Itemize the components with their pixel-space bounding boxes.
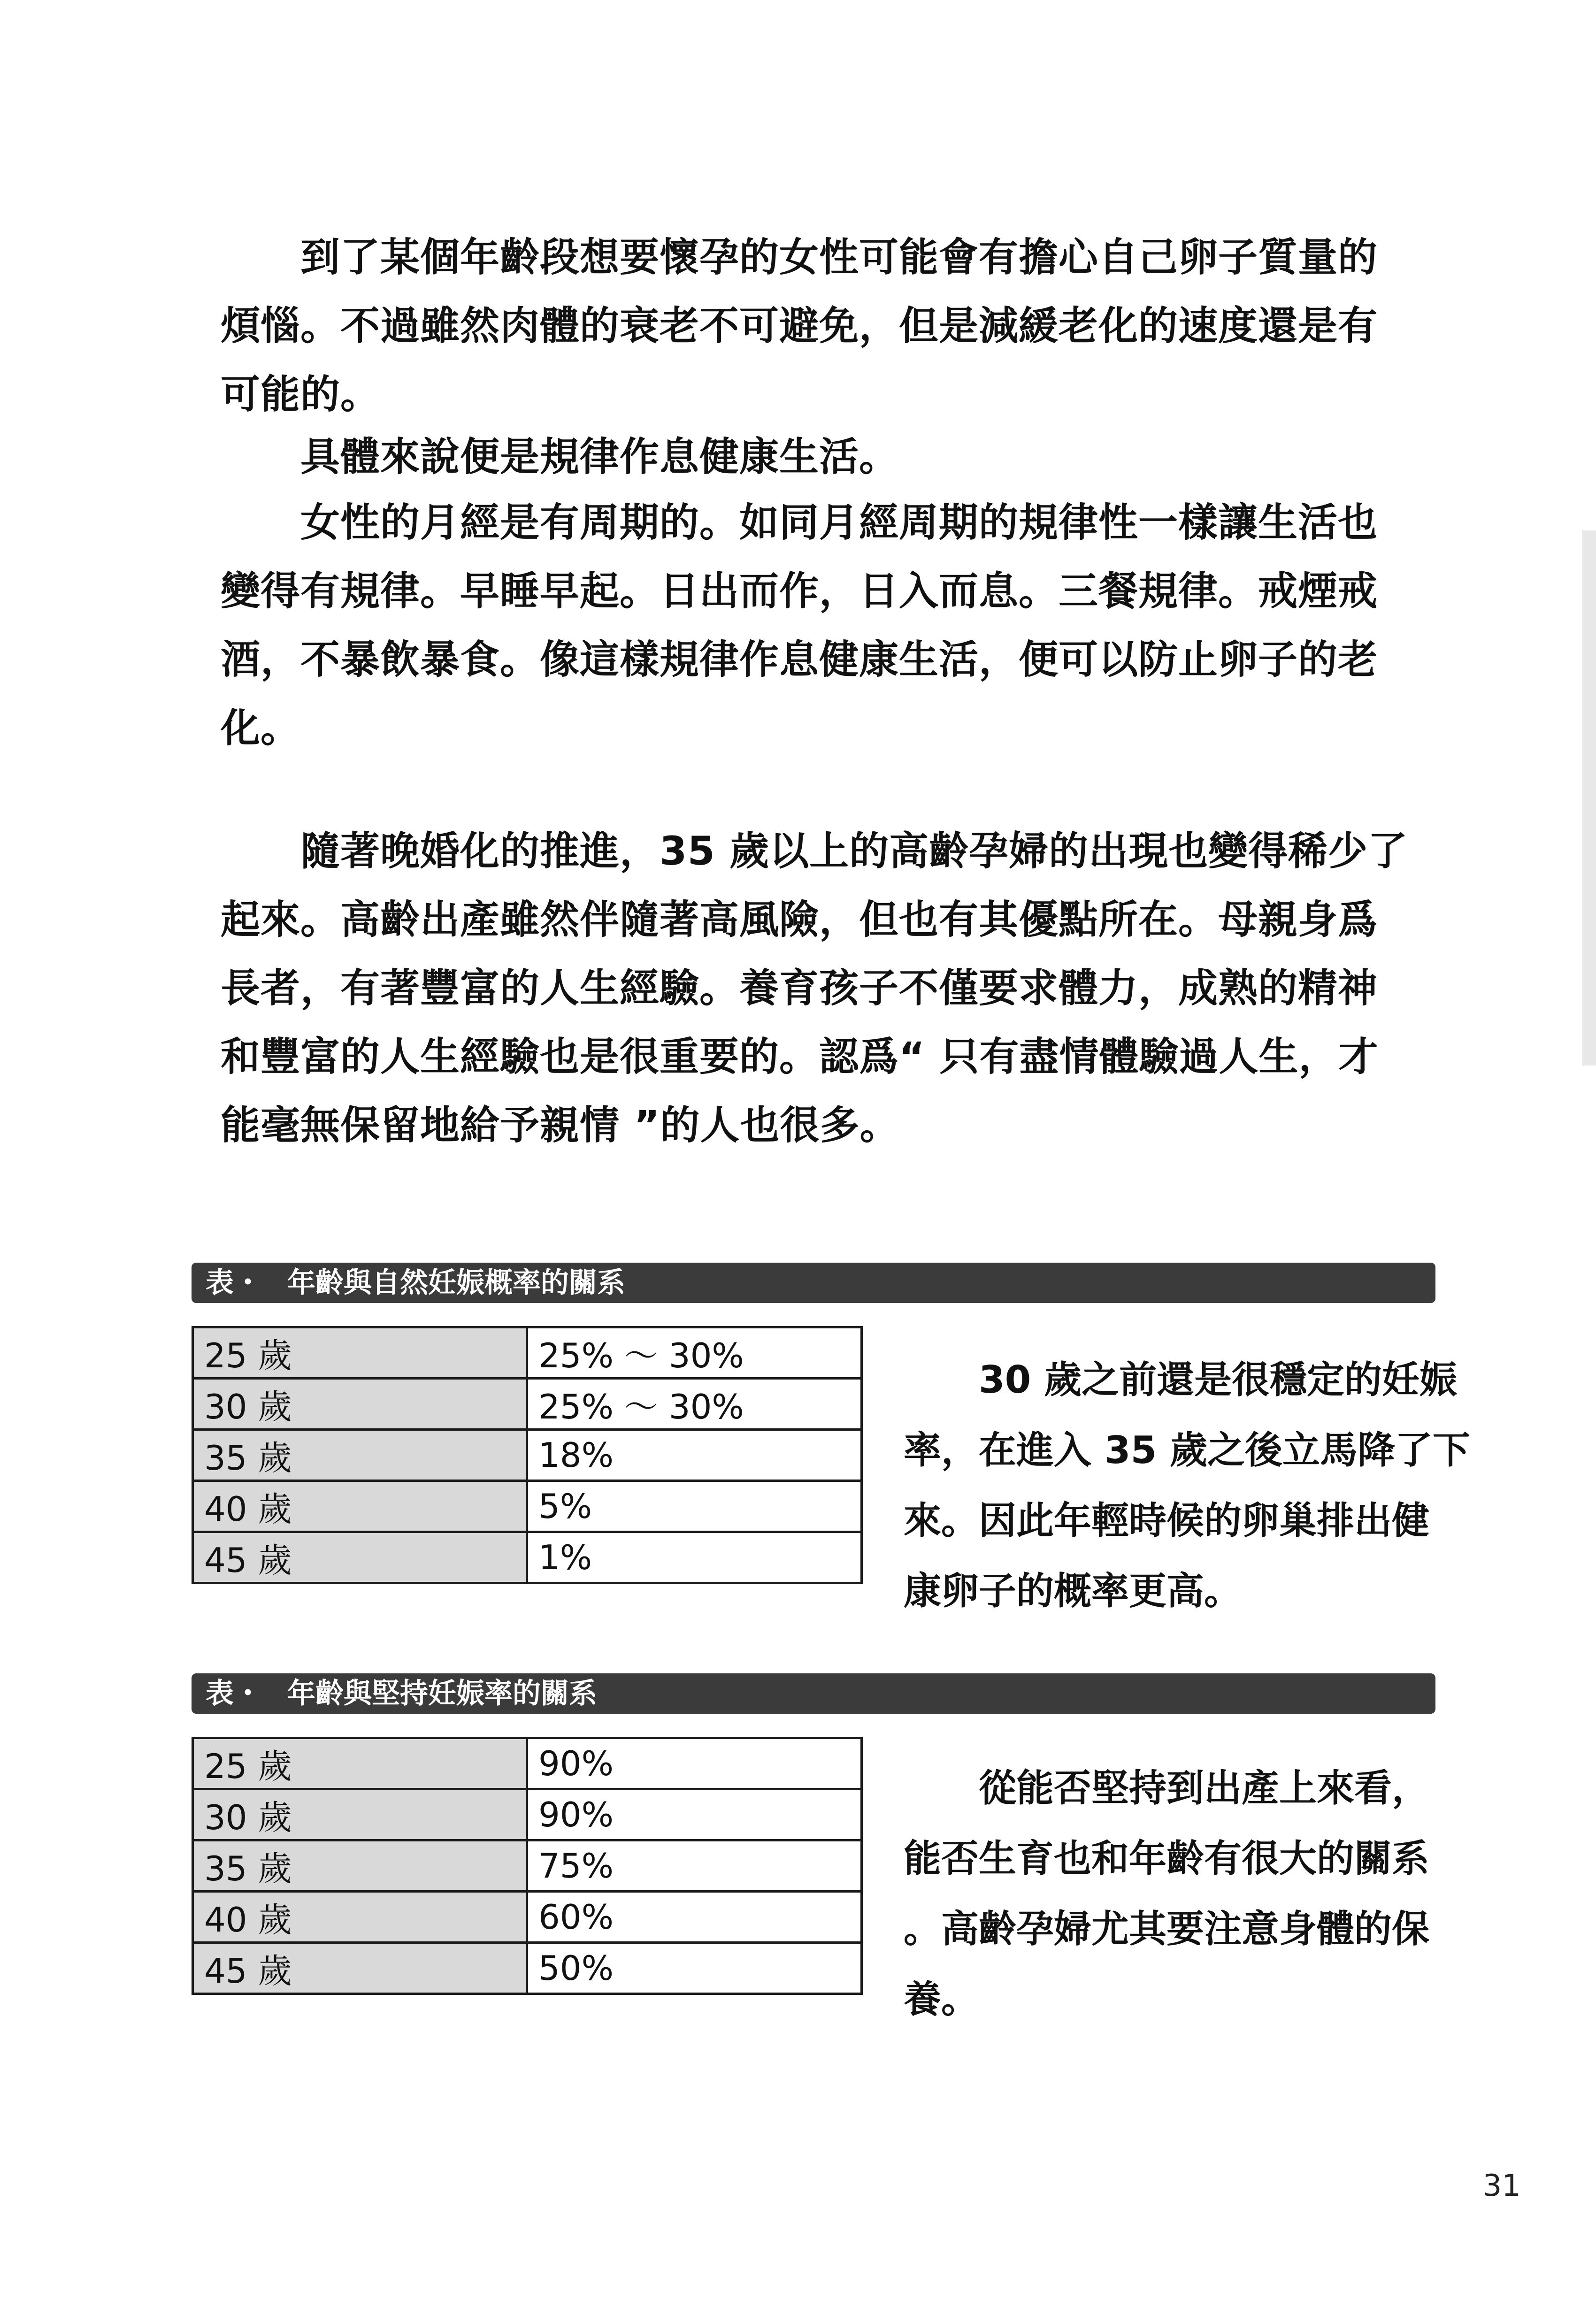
page-edge-shade — [1582, 530, 1596, 1066]
table-row — [193, 1532, 862, 1583]
text-line: 能毫無保留地給予親情 ”的人也很多。 — [221, 1102, 900, 1148]
text-line: 養。 — [904, 1978, 979, 2021]
rate-cell: 5% — [527, 1481, 862, 1532]
rate-cell: 1% — [527, 1532, 862, 1583]
text-line: 康卵子的概率更高。 — [904, 1569, 1242, 1613]
sustained-pregnancy-rate-table — [192, 1737, 863, 1995]
text-line: 具體來說便是規律作息健康生活。 — [221, 434, 899, 480]
age-cell: 30 歲 — [193, 1379, 527, 1430]
paragraph-4 — [221, 817, 1408, 1159]
text-line: 可能的。 — [221, 371, 381, 417]
table-row — [193, 1789, 862, 1840]
text-line: 到了某個年齡段想要懷孕的女性可能會有擔心自己卵子質量的 — [221, 234, 1378, 280]
table-2-title-bar — [192, 1673, 1435, 1714]
table-1-title-bar — [192, 1263, 1435, 1303]
table-row — [193, 1738, 862, 1789]
paragraph-3 — [221, 488, 1378, 762]
rate-cell: 90% — [527, 1789, 862, 1840]
age-cell: 25 歲 — [193, 1327, 527, 1379]
table-title: 年齡與自然妊娠概率的關系 — [287, 1266, 625, 1299]
rate-cell: 90% — [527, 1738, 862, 1789]
age-cell: 45 歲 — [193, 1943, 527, 1994]
rate-cell: 25% ～ 30% — [527, 1379, 862, 1430]
text-line: 起來。高齡出產雖然伴隨著高風險，但也有其優點所在。母親身爲 — [221, 897, 1378, 943]
text-line: 30 歲之前還是很穩定的妊娠 — [904, 1358, 1458, 1402]
text-line: 從能否堅持到出產上來看， — [904, 1766, 1429, 1810]
rate-cell: 25% ～ 30% — [527, 1327, 862, 1379]
table-title: 年齡與堅持妊娠率的關系 — [287, 1677, 597, 1710]
text-line: 酒，不暴飲暴食。像這樣規律作息健康生活，便可以防止卵子的老 — [221, 636, 1378, 682]
text-line: 女性的月經是有周期的。如同月經周期的規律性一樣讓生活也 — [221, 499, 1378, 545]
rate-cell: 18% — [527, 1430, 862, 1481]
age-cell: 40 歲 — [193, 1892, 527, 1943]
rate-cell: 75% — [527, 1840, 862, 1892]
page-number: 31 — [1482, 2169, 1521, 2203]
table-label: 表・ — [206, 1677, 262, 1710]
table-row — [193, 1943, 862, 1994]
text-line: 和豐富的人生經驗也是很重要的。認爲“ 只有盡情體驗過人生，才 — [221, 1034, 1379, 1080]
table-row — [193, 1327, 862, 1379]
text-line: 率，在進入 35 歲之後立馬降了下 — [904, 1428, 1471, 1472]
table-row — [193, 1430, 862, 1481]
text-line: 變得有規律。早睡早起。日出而作，日入而息。三餐規律。戒煙戒 — [221, 568, 1378, 614]
age-cell: 35 歲 — [193, 1430, 527, 1481]
table-row — [193, 1840, 862, 1892]
table-2-note — [904, 1753, 1486, 2035]
table-1-note — [904, 1345, 1486, 1626]
age-cell: 40 歲 — [193, 1481, 527, 1532]
age-cell: 30 歲 — [193, 1789, 527, 1840]
paragraph-1 — [221, 223, 1378, 429]
text-line: 化。 — [221, 705, 301, 751]
text-line: 長者，有著豐富的人生經驗。養育孩子不僅要求體力，成熟的精神 — [221, 965, 1378, 1011]
text-line: 來。因此年輕時候的卵巢排出健 — [904, 1499, 1429, 1542]
table-row — [193, 1481, 862, 1532]
table-row — [193, 1892, 862, 1943]
age-cell: 25 歲 — [193, 1738, 527, 1789]
age-cell: 45 歲 — [193, 1532, 527, 1583]
text-line: 。高齡孕婦尤其要注意身體的保 — [904, 1907, 1429, 1951]
table-row — [193, 1379, 862, 1430]
rate-cell: 60% — [527, 1892, 862, 1943]
text-line: 能否生育也和年齡有很大的關系 — [904, 1837, 1429, 1880]
table-label: 表・ — [206, 1266, 262, 1299]
text-line: 隨著晚婚化的推進，35 歲以上的高齡孕婦的出現也變得稀少了 — [221, 828, 1408, 874]
paragraph-2 — [221, 422, 1361, 491]
rate-cell: 50% — [527, 1943, 862, 1994]
text-line: 煩惱。不過雖然肉體的衰老不可避免，但是減緩老化的速度還是有 — [221, 303, 1378, 349]
age-cell: 35 歲 — [193, 1840, 527, 1892]
natural-pregnancy-rate-table — [192, 1326, 863, 1584]
